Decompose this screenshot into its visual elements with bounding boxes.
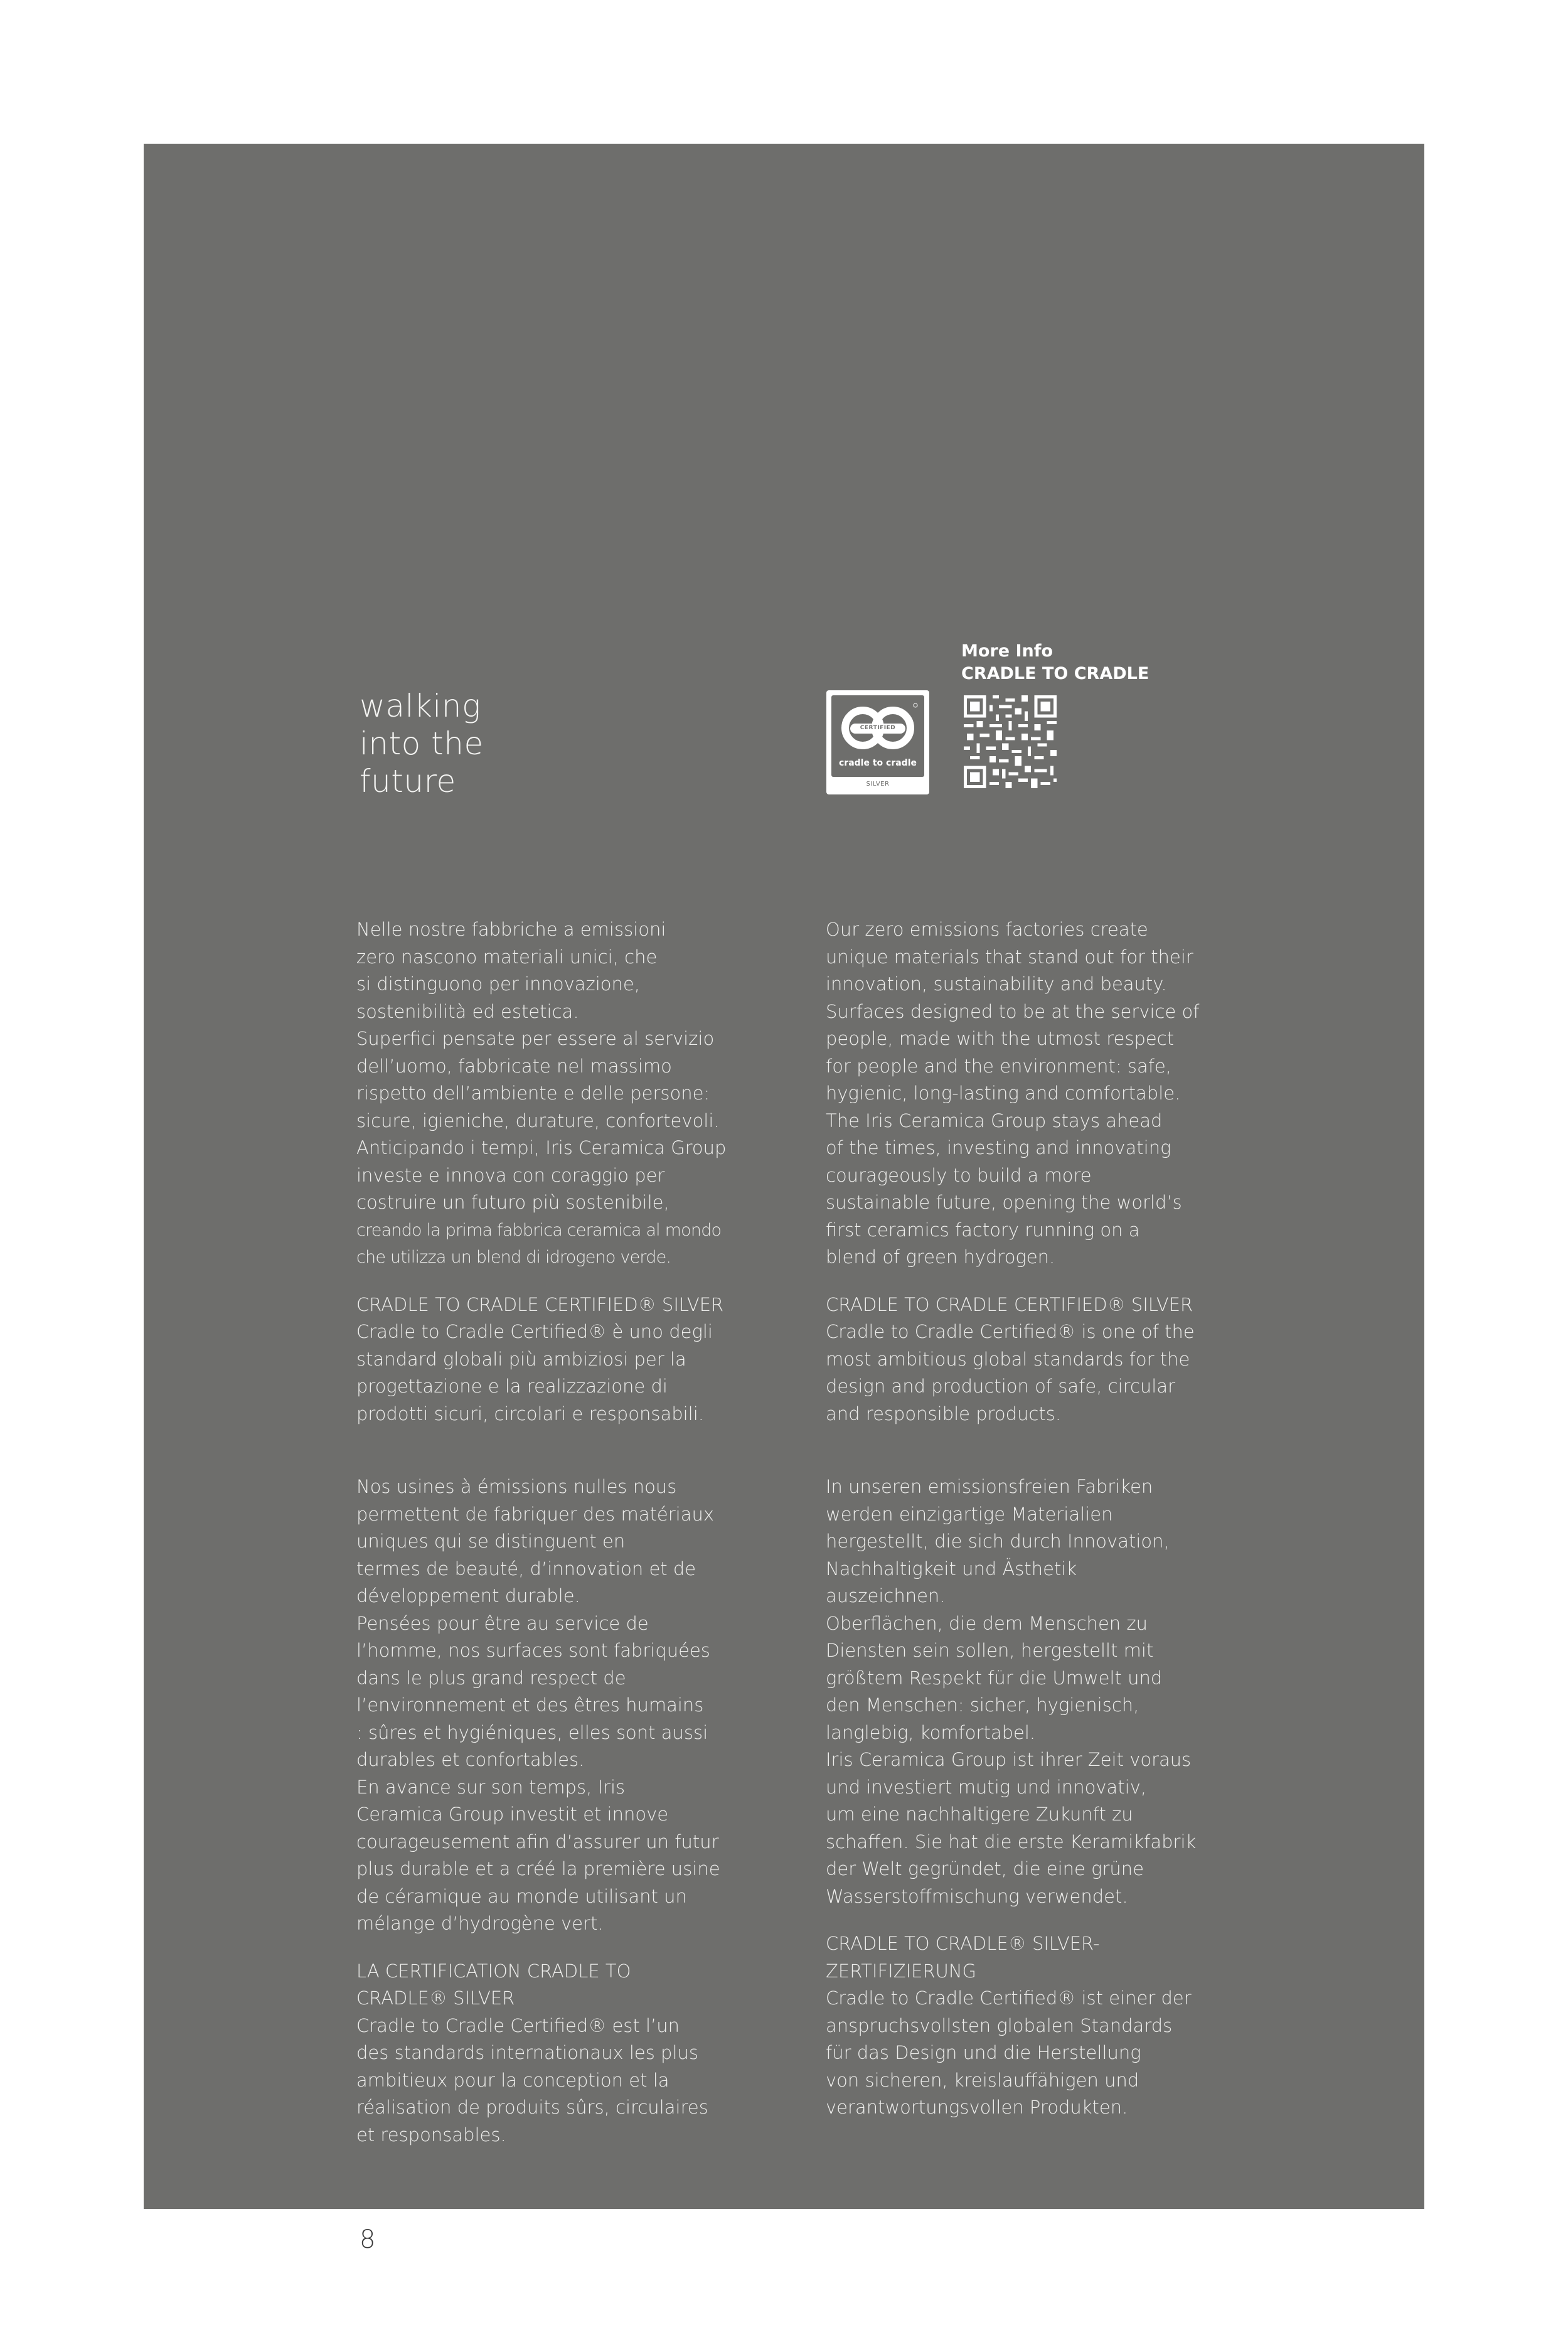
german-text-column: [826, 1473, 1227, 2122]
more-info-title: More Info: [961, 641, 1053, 661]
italian-certification-paragraph: CRADLE TO CRADLE CERTIFIED® SILVER Cradle to Cradle Certified® è uno degli standard globali più ambiziosi per la progettazione e la realizzazione di prodotti sicuri, circolari e responsabili.: [356, 1293, 724, 1425]
badge-level-label: SILVER: [866, 781, 890, 788]
german-certification-paragraph: CRADLE TO CRADLE® SILVER- ZERTIFIZIERUNG Cradle to Cradle Certified® ist einer der anspruchsvollsten globalen Standards für das Design und die Herstellung von sicheren, kreislauffähigen und verantwortungsvollen Produkten.: [826, 1933, 1192, 2118]
french-text-column: [356, 1473, 758, 2149]
badge-dark-area: [831, 695, 924, 777]
french-intro-paragraph: Nos usines à émissions nulles nous permettent de fabriquer des matériaux uniques qui se distinguent en termes de beauté, d’innovation et de développement durable. Pensées pour être au service de l’homme, nos surfaces sont fabriquées dans le plus grand respect de l’environnement et des êtres humains : sûres et hygiéniques, elles sont aussi durables et confortables. En avance sur son temps, Iris Ceramica Group investit et innove courageusement afin d’assurer un futur plus durable et a créé la première usine de céramique au monde utilisant un mélange d’hydrogène vert.: [356, 1476, 720, 1934]
french-certification-paragraph: LA CERTIFICATION CRADLE TO CRADLE® SILVER Cradle to Cradle Certified® est l’un des standards internationaux les plus ambitieux pour la conception et la réalisation de produits sûrs, circulaires et responsables.: [356, 1960, 708, 2146]
cradle-to-cradle-badge: [826, 690, 929, 794]
english-certification-paragraph: CRADLE TO CRADLE CERTIFIED® SILVER Cradle to Cradle Certified® is one of the most ambitious global standards for the design and production of safe, circular and responsible products.: [826, 1293, 1195, 1425]
page-number: 8: [360, 2225, 376, 2254]
italian-intro-tail: creando la prima fabbrica ceramica al mondo che utilizza un blend di idrogeno verde.: [356, 1220, 722, 1267]
english-text-column: [826, 916, 1227, 1428]
italian-text-column: [356, 916, 758, 1428]
italian-intro-paragraph: Nelle nostre fabbriche a emissioni zero nascono materiali unici, che si distinguono per innovazione, sostenibilità ed estetica. Superfici pensate per essere al servizio dell’uomo, fabbricate nel massimo rispetto dell’ambiente e delle persone: sicure, igieniche, durature, confortevoli. Anticipando i tempi, Iris Ceramica Group investe e innova con coraggio per costruire un futuro più sostenibile,: [356, 919, 727, 1213]
gray-content-panel: [144, 144, 1424, 2209]
more-info-subtitle: CRADLE TO CRADLE: [961, 664, 1149, 683]
german-intro-paragraph: In unseren emissionsfreien Fabriken werden einzigartige Materialien hergestellt, die sich durch Innovation, Nachhaltigkeit und Ästhetik auszeichnen. Oberflächen, die dem Menschen zu Diensten sein sollen, hergestellt mit größtem Respekt für die Umwelt und den Menschen: sicher, hygienisch, langlebig, komfortabel. Iris Ceramica Group ist ihrer Zeit voraus und investiert mutig und innovativ, um eine nachhaltigere Zukunft zu schaffen. Sie hat die erste Keramikfabrik der Welt gegründet, die eine grüne Wasserstoffmischung verwendet.: [826, 1476, 1197, 1907]
qr-code-icon[interactable]: [964, 695, 1057, 788]
badge-certified-label: CERTIFIED: [860, 725, 896, 731]
page-headline: walking into the future: [360, 688, 484, 799]
english-intro-paragraph: Our zero emissions factories create unique materials that stand out for their innovation, sustainability and beauty. Surfaces designed to be at the service of people, made with the utmost respect for people and the environment: safe, hygienic, long-lasting and comfortable. The Iris Ceramica Group stays ahead of the times, investing and innovating courageously to build a more sustainable future, opening the world’s first ceramics factory running on a blend of green hydrogen.: [826, 919, 1200, 1268]
badge-brand-label: cradle to cradle: [839, 758, 917, 768]
more-info-block: [961, 640, 1149, 685]
